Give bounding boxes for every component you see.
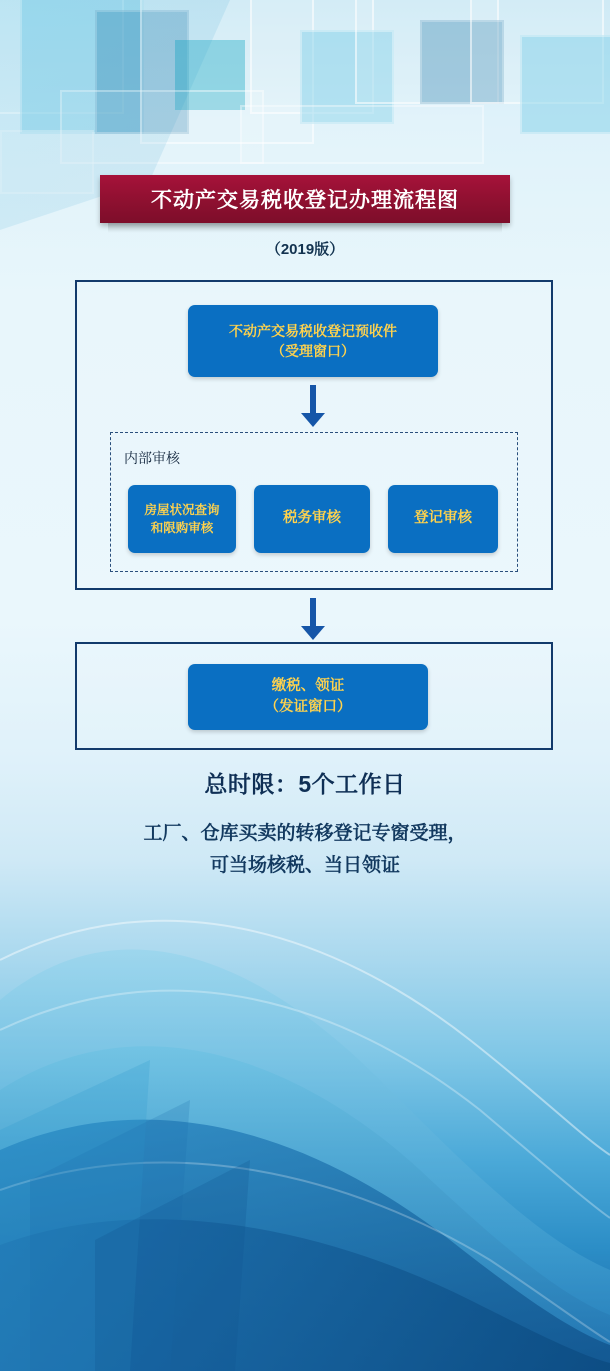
total-time-limit: 总时限：5个工作日 [204, 771, 406, 797]
poster-note [0, 818, 610, 883]
arrow-down-icon-2 [301, 598, 325, 640]
flow-node-tax-review-line1: 税务审核 [283, 510, 341, 527]
page-title: 不动产交易税收登记办理流程图 [151, 189, 459, 212]
flow-node-registration-review-line1: 登记审核 [414, 510, 472, 527]
poster-title-banner [100, 175, 510, 223]
flow-node-tax-review [254, 485, 370, 553]
flow-node-house-query-line1: 房屋状况查询 [144, 502, 220, 517]
internal-review-label: 内部审核 [124, 450, 180, 466]
flow-node-intake-line1: 不动产交易税收登记预收件 [229, 322, 397, 339]
title-banner-shadow [108, 223, 502, 233]
poster-note-line-2: 可当场核税、当日领证 [209, 855, 400, 877]
poster-version: （2019版） [265, 241, 345, 258]
flow-node-house-query [128, 485, 236, 553]
arrow-down-icon [301, 385, 325, 427]
flow-node-intake-line2: （受理窗口） [271, 343, 355, 359]
flow-node-registration-review [388, 485, 498, 553]
flow-node-intake [188, 305, 438, 377]
poster-note-line-1: 工厂、仓库买卖的转移登记专窗受理， [143, 823, 467, 844]
flow-node-pay-and-collect-line2: （发证窗口） [264, 699, 352, 715]
flow-node-house-query-line2: 和限购审核 [150, 521, 214, 535]
flow-node-pay-and-collect-line1: 缴税、领证 [271, 677, 345, 694]
flow-node-pay-and-collect [188, 664, 428, 730]
